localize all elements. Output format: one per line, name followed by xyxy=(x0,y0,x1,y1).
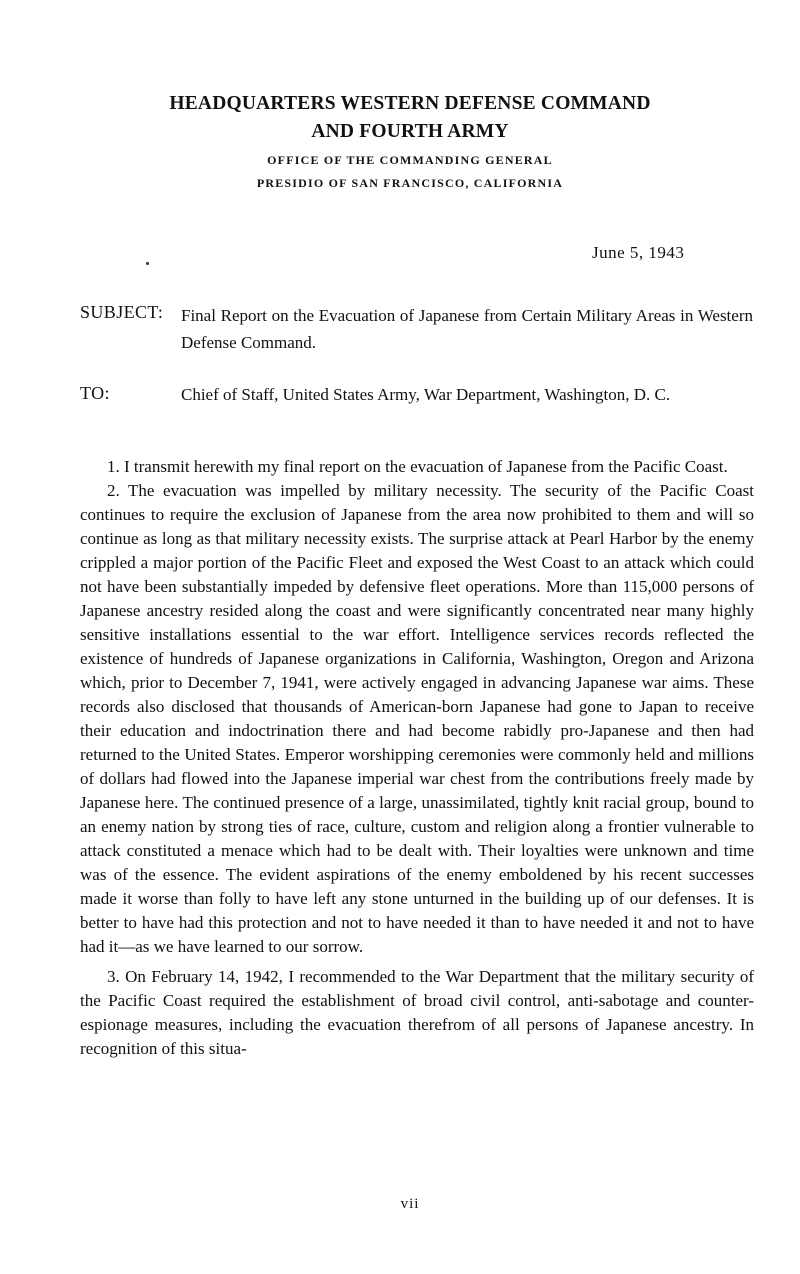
letterhead xyxy=(0,90,800,195)
letterhead-office: OFFICE OF THE COMMANDING GENERAL xyxy=(267,153,553,167)
paragraph-2: 2. The evacuation was impelled by military necessity. The security of the Pacific Coast continues to require the exclusion of Japanese from the area now prohibited to them and will so continue as long as that military necessity exists. The surprise attack at Pearl Harbor by the enemy crippled a major portion of the Pacific Fleet and exposed the West Coast to an attack which could not have been substantially impeded by defensive fleet operations. More than 115,000 persons of Japanese ancestry resided along the coast and were significantly concentrated near many highly sensitive installations essential to the war effort. Intelligence services records reflected the existence of hundreds of Japanese organizations in California, Washington, Oregon and Arizona which, prior to December 7, 1941, were actively engaged in advancing Japanese war aims. These records also disclosed that thousands of American-born Japanese had gone to Japan to receive their education and indoctrination there and had become rabidly pro-Japanese and then had returned to the United States. Emperor worshipping ceremonies were commonly held and millions of dollars had flowed into the Japanese imperial war chest from the contributions freely made by Japanese here. The continued presence of a large, unassimilated, tightly knit racial group, bound to an enemy nation by strong ties of race, culture, custom and religion along a frontier vulnerable to attack constituted a menace which had to be dealt with. Their loyalties were unknown and time was of the essence. The evident aspirations of the enemy emboldened by his recent successes made it worse than folly to have left any stone unturned in the building up of our defenses. It is better to have had this protection and not to have needed it than to have needed it and not to have had it—as we have learned to our sorrow. xyxy=(80,481,754,956)
letter-body xyxy=(80,455,754,1061)
letterhead-headquarters: HEADQUARTERS WESTERN DEFENSE COMMAND xyxy=(169,93,651,114)
stray-mark xyxy=(146,262,149,265)
subject-label: SUBJECT: xyxy=(80,302,164,322)
paragraph-1: 1. I transmit herewith my final report on the evacuation of Japanese from the Pacific Coast. xyxy=(107,457,728,476)
page-number: vii xyxy=(400,1196,420,1212)
letterhead-army: AND FOURTH ARMY xyxy=(311,121,509,142)
to-label: TO: xyxy=(80,383,110,403)
subject-text: Final Report on the Evacuation of Japanese from Certain Military Areas in Western Defense Command. xyxy=(181,306,753,352)
letter-date: June 5, 1943 xyxy=(592,243,685,262)
letterhead-location: PRESIDIO OF SAN FRANCISCO, CALIFORNIA xyxy=(256,176,564,190)
paragraph-3: 3. On February 14, 1942, I recommended to the War Department that the military security of the Pacific Coast required the establishment of broad civil control, anti-sabotage and counter-espionage measures, including the evacuation therefrom of all persons of Japanese ancestry. In recognition of this situa- xyxy=(80,967,754,1058)
to-text: Chief of Staff, United States Army, War Department, Washington, D. C. xyxy=(181,385,671,404)
